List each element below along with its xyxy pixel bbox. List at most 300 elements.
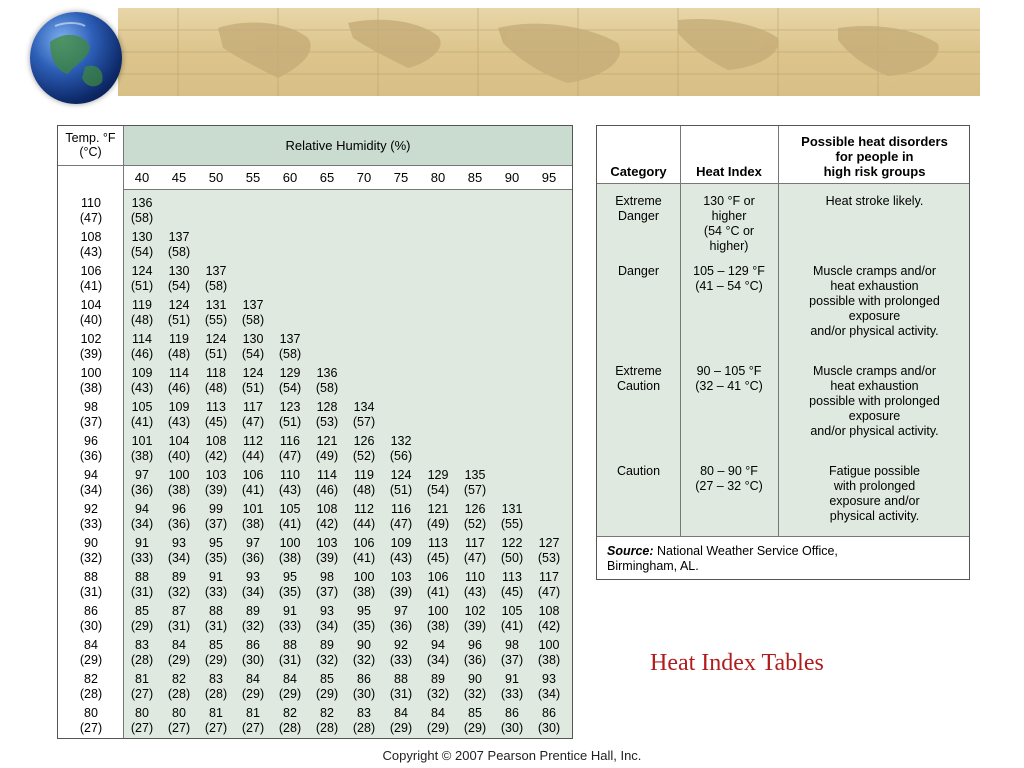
heat-index-c: (51): [204, 347, 228, 361]
heat-index-f: 88: [135, 570, 149, 584]
category-cell: [597, 364, 680, 394]
temp-c: (39): [79, 347, 103, 361]
heat-index-f: 136: [131, 196, 153, 210]
heat-index-cell: [421, 468, 455, 498]
heat-index-f: 86: [357, 672, 371, 686]
heat-index-range-cell-line: (27 – 32 °C): [695, 479, 763, 493]
humidity-value: 60: [282, 170, 298, 185]
copyright-text: Copyright © 2007 Pearson Prentice Hall, Inc.: [382, 748, 642, 763]
heat-index-c: (48): [167, 347, 191, 361]
heat-index-c: (27): [130, 687, 154, 701]
humidity-value: 65: [319, 170, 335, 185]
disorders-header-line: for people in: [835, 149, 914, 164]
heat-index-cell: [421, 706, 455, 736]
heat-index-f: 106: [353, 536, 375, 550]
heat-index-cell: [273, 604, 307, 634]
heat-index-f: 89: [246, 604, 260, 618]
heat-index-f: 134: [353, 400, 375, 414]
disorders-table-header: [597, 126, 969, 184]
heat-index-c: (37): [315, 585, 339, 599]
heat-index-cell: [495, 638, 529, 668]
heat-index-c: (31): [167, 619, 191, 633]
heat-index-f: 131: [205, 298, 227, 312]
heat-index-c: (42): [537, 619, 561, 633]
heat-index-c: (48): [204, 381, 228, 395]
heat-index-f: 137: [168, 230, 190, 244]
heat-index-f: 112: [243, 434, 263, 448]
heat-index-c: (45): [500, 585, 524, 599]
page-title: Heat Index Tables: [650, 650, 824, 676]
heat-index-cell: [532, 672, 566, 702]
heat-index-c: (35): [278, 585, 302, 599]
heat-index-cell: [458, 536, 492, 566]
heat-index-c: (30): [500, 721, 524, 735]
heat-index-cell: [458, 570, 492, 600]
temp-c: (40): [79, 313, 103, 327]
heat-index-cell: [310, 570, 344, 600]
heat-index-c: (49): [426, 517, 450, 531]
heat-index-cell: [347, 706, 381, 736]
heat-index-c: (54): [241, 347, 265, 361]
heat-index-cell: [125, 400, 159, 430]
temp-c: (41): [79, 279, 103, 293]
heat-index-f: 80: [135, 706, 149, 720]
temperature-cell: [58, 400, 124, 430]
heat-index-c: (41): [278, 517, 302, 531]
disorders-cell: [778, 464, 971, 524]
heat-index-c: (28): [352, 721, 376, 735]
heat-index-f: 85: [209, 638, 223, 652]
source-note: [597, 536, 969, 579]
heat-index-cell: [384, 570, 418, 600]
heat-index-cell: [199, 536, 233, 566]
heat-index-f: 119: [132, 298, 152, 312]
heat-index-f: 114: [317, 468, 337, 482]
heat-index-c: (38): [167, 483, 191, 497]
heat-index-c: (41): [426, 585, 450, 599]
temp-f: 110: [81, 196, 101, 210]
heat-index-f: 85: [468, 706, 482, 720]
heat-index-f: 117: [243, 400, 263, 414]
heat-index-f: 123: [279, 400, 301, 414]
heat-index-f: 94: [135, 502, 149, 516]
heat-index-cell: [199, 264, 233, 294]
disorders-cell-line: Heat stroke likely.: [825, 194, 924, 208]
heat-index-c: (29): [426, 721, 450, 735]
heat-index-cell: [310, 400, 344, 430]
heat-index-f: 85: [135, 604, 149, 618]
heat-index-cell: [532, 536, 566, 566]
heat-index-c: (47): [278, 449, 302, 463]
heat-index-f: 99: [209, 502, 223, 516]
heat-index-cell: [162, 468, 196, 498]
disorders-cell-line: and/or physical activity.: [810, 424, 939, 438]
heat-index-c: (33): [278, 619, 302, 633]
humidity-value: 55: [245, 170, 261, 185]
heat-index-f: 135: [464, 468, 486, 482]
world-map-banner: [118, 8, 980, 96]
heat-index-f: 100: [427, 604, 449, 618]
disorders-cell-line: Muscle cramps and/or: [813, 364, 936, 378]
temp-c: (30): [79, 619, 103, 633]
heat-index-f: 81: [209, 706, 223, 720]
disorders-cell-line: heat exhaustion: [830, 279, 919, 293]
temp-c: (43): [79, 245, 103, 259]
temp-header-line1: Temp. °F: [65, 131, 116, 145]
heat-index-f: 82: [283, 706, 297, 720]
heat-index-cell: [125, 672, 159, 702]
temperature-cell: [58, 536, 124, 566]
heat-index-f: 98: [320, 570, 334, 584]
heat-index-f: 88: [394, 672, 408, 686]
heat-index-c: (47): [537, 585, 561, 599]
heat-index-c: (51): [389, 483, 413, 497]
heat-index-cell: [421, 672, 455, 702]
heat-index-cell: [273, 468, 307, 498]
disorders-cell-line: heat exhaustion: [830, 379, 919, 393]
heat-index-c: (57): [463, 483, 487, 497]
heat-index-f: 92: [394, 638, 408, 652]
heat-index-range-cell-line: (32 – 41 °C): [695, 379, 763, 393]
heat-index-cell: [495, 706, 529, 736]
heat-index-c: (30): [241, 653, 265, 667]
heat-index-f: 82: [320, 706, 334, 720]
heat-index-cell: [199, 366, 233, 396]
disorders-cell-line: exposure and/or: [829, 494, 920, 508]
heat-index-c: (47): [389, 517, 413, 531]
heat-index-cell: [347, 638, 381, 668]
heat-index-f: 124: [168, 298, 190, 312]
heat-index-c: (32): [315, 653, 339, 667]
heat-index-c: (42): [315, 517, 339, 531]
temp-f: 80: [84, 706, 98, 720]
heat-index-cell: [310, 706, 344, 736]
heat-index-f: 86: [505, 706, 519, 720]
heat-index-c: (45): [426, 551, 450, 565]
heat-index-c: (50): [500, 551, 524, 565]
humidity-value: 95: [541, 170, 557, 185]
temp-f: 102: [80, 332, 102, 346]
humidity-values-row: [124, 166, 572, 190]
heat-index-f: 110: [280, 468, 300, 482]
temperature-cell: [58, 604, 124, 634]
heat-index-f: 102: [464, 604, 486, 618]
heat-index-cell: [162, 230, 196, 260]
heat-index-f: 93: [246, 570, 260, 584]
heat-index-cell: [125, 196, 159, 226]
heat-index-f: 97: [135, 468, 149, 482]
heat-index-f: 83: [209, 672, 223, 686]
heat-index-cell: [458, 706, 492, 736]
heat-index-cell: [495, 502, 529, 532]
heat-index-c: (56): [389, 449, 413, 463]
heat-index-cell: [273, 536, 307, 566]
heat-index-c: (58): [315, 381, 339, 395]
heat-index-c: (28): [315, 721, 339, 735]
heat-index-cell: [125, 230, 159, 260]
heat-index-cell: [495, 604, 529, 634]
heat-index-f: 124: [390, 468, 412, 482]
humidity-value: 90: [504, 170, 520, 185]
heat-index-c: (44): [241, 449, 265, 463]
heat-index-c: (58): [167, 245, 191, 259]
heat-index-cell: [236, 366, 270, 396]
disorders-cell-line: with prolonged: [833, 479, 916, 493]
heat-index-f: 113: [502, 570, 522, 584]
heat-index-f: 100: [168, 468, 190, 482]
heat-index-cell: [199, 638, 233, 668]
category-cell-line: Danger: [618, 209, 659, 223]
heat-index-c: (43): [130, 381, 154, 395]
heat-index-cell: [162, 264, 196, 294]
heat-index-f: 105: [279, 502, 301, 516]
heat-index-f: 91: [209, 570, 223, 584]
heat-index-c: (46): [130, 347, 154, 361]
heat-index-f: 81: [246, 706, 260, 720]
temp-c: (36): [79, 449, 103, 463]
heat-index-cell: [458, 502, 492, 532]
heat-index-cell: [236, 706, 270, 736]
temperature-cell: [58, 264, 124, 294]
heat-index-c: (34): [426, 653, 450, 667]
heat-index-c: (41): [352, 551, 376, 565]
heat-index-cell: [273, 638, 307, 668]
heat-index-f: 131: [501, 502, 523, 516]
disorders-cell-line: Muscle cramps and/or: [813, 264, 936, 278]
heat-index-cell: [236, 468, 270, 498]
disorders-cell-line: exposure: [848, 309, 901, 323]
heat-index-f: 97: [246, 536, 260, 550]
heat-index-f: 106: [242, 468, 264, 482]
heat-index-lookup-table: [57, 125, 573, 739]
heat-index-c: (40): [167, 449, 191, 463]
heat-index-range-cell-line: higher): [709, 239, 749, 253]
heat-index-f: 121: [427, 502, 449, 516]
heat-index-cell: [125, 706, 159, 736]
heat-index-c: (30): [352, 687, 376, 701]
heat-index-f: 100: [538, 638, 560, 652]
heat-index-cell: [384, 706, 418, 736]
heat-index-cell: [199, 332, 233, 362]
heat-index-f: 128: [316, 400, 338, 414]
humidity-value: 50: [208, 170, 224, 185]
heat-index-c: (39): [315, 551, 339, 565]
heat-index-cell: [236, 502, 270, 532]
heat-index-c: (41): [241, 483, 265, 497]
heat-index-f: 103: [390, 570, 412, 584]
heat-index-c: (49): [315, 449, 339, 463]
heat-index-cell: [199, 400, 233, 430]
disorders-cell: [778, 364, 971, 439]
heat-index-c: (45): [204, 415, 228, 429]
heat-index-c: (43): [389, 551, 413, 565]
temperature-cell: [58, 672, 124, 702]
heat-index-f: 90: [357, 638, 371, 652]
heat-index-cell: [162, 672, 196, 702]
temp-f: 96: [84, 434, 98, 448]
heat-index-c: (51): [167, 313, 191, 327]
heat-index-f: 129: [427, 468, 449, 482]
heat-index-range-cell: [680, 194, 778, 254]
temp-c: (28): [79, 687, 103, 701]
heat-index-cell: [273, 332, 307, 362]
heat-index-c: (37): [204, 517, 228, 531]
heat-index-f: 104: [168, 434, 190, 448]
temp-c: (38): [79, 381, 103, 395]
heat-index-c: (34): [241, 585, 265, 599]
heat-index-c: (58): [204, 279, 228, 293]
heat-index-f: 108: [538, 604, 560, 618]
heat-index-c: (36): [130, 483, 154, 497]
heat-index-f: 95: [357, 604, 371, 618]
heat-index-cell: [421, 638, 455, 668]
heat-index-c: (34): [167, 551, 191, 565]
heat-index-f: 126: [353, 434, 375, 448]
heat-index-cell: [162, 434, 196, 464]
heat-index-c: (57): [352, 415, 376, 429]
heat-index-c: (38): [278, 551, 302, 565]
heat-index-c: (44): [352, 517, 376, 531]
heat-index-c: (43): [463, 585, 487, 599]
disorders-cell-line: and/or physical activity.: [810, 324, 939, 338]
heat-index-c: (37): [500, 653, 524, 667]
heat-index-cell: [310, 536, 344, 566]
heat-index-cell: [273, 570, 307, 600]
heat-index-cell: [199, 570, 233, 600]
heat-index-f: 91: [283, 604, 297, 618]
heat-index-f: 130: [168, 264, 190, 278]
temp-c: (37): [79, 415, 103, 429]
heat-index-f: 101: [131, 434, 153, 448]
heat-index-c: (42): [204, 449, 228, 463]
heat-index-c: (35): [204, 551, 228, 565]
heat-index-c: (36): [241, 551, 265, 565]
heat-index-cell: [236, 536, 270, 566]
heat-index-cell: [421, 604, 455, 634]
heat-index-cell: [199, 468, 233, 498]
heat-index-f: 124: [242, 366, 264, 380]
heat-index-header: Heat Index: [696, 164, 762, 179]
heat-index-cell: [273, 502, 307, 532]
heat-index-f: 112: [354, 502, 374, 516]
heat-index-cell: [162, 536, 196, 566]
heat-index-f: 114: [132, 332, 152, 346]
heat-index-c: (53): [537, 551, 561, 565]
heat-index-f: 106: [427, 570, 449, 584]
heat-index-c: (29): [278, 687, 302, 701]
heat-index-cell: [125, 434, 159, 464]
heat-index-f: 118: [206, 366, 226, 380]
heat-index-c: (36): [463, 653, 487, 667]
heat-index-cell: [162, 400, 196, 430]
disorders-cell: [778, 264, 971, 339]
heat-index-c: (48): [352, 483, 376, 497]
heat-index-cell: [310, 604, 344, 634]
heat-index-f: 122: [501, 536, 523, 550]
heat-index-cell: [125, 638, 159, 668]
heat-index-range-cell: [680, 464, 778, 494]
heat-index-c: (33): [389, 653, 413, 667]
heat-index-f: 91: [135, 536, 149, 550]
heat-index-f: 130: [131, 230, 153, 244]
heat-index-f: 103: [316, 536, 338, 550]
temp-f: 86: [84, 604, 98, 618]
heat-index-c: (29): [241, 687, 265, 701]
heat-index-range-cell-line: 130 °F or: [703, 194, 755, 208]
heat-index-cell: [384, 434, 418, 464]
temperature-cell: [58, 332, 124, 362]
category-cell-line: Caution: [616, 464, 661, 478]
heat-index-f: 113: [206, 400, 226, 414]
temp-c: (47): [79, 211, 103, 225]
heat-index-c: (51): [278, 415, 302, 429]
temperature-cell: [58, 468, 124, 498]
heat-index-c: (33): [500, 687, 524, 701]
disorders-cell-line: exposure: [848, 409, 901, 423]
heat-index-cell: [125, 570, 159, 600]
temp-c: (31): [79, 585, 103, 599]
heat-index-cell: [125, 502, 159, 532]
heat-index-c: (58): [278, 347, 302, 361]
heat-index-range-cell-line: 80 – 90 °F: [700, 464, 758, 478]
heat-index-cell: [236, 638, 270, 668]
heat-index-cell: [310, 638, 344, 668]
heat-index-f: 114: [169, 366, 189, 380]
heat-index-cell: [273, 434, 307, 464]
heat-index-cell: [273, 672, 307, 702]
heat-index-c: (35): [352, 619, 376, 633]
heat-index-c: (47): [241, 415, 265, 429]
disorders-cell-line: Fatigue possible: [828, 464, 921, 478]
heat-index-c: (54): [278, 381, 302, 395]
heat-index-f: 86: [246, 638, 260, 652]
heat-index-cell: [532, 604, 566, 634]
temp-f: 90: [84, 536, 98, 550]
heat-disorders-table: [596, 125, 970, 580]
heat-index-c: (29): [463, 721, 487, 735]
temp-header-line2: (°C): [79, 145, 102, 159]
heat-index-cell: [236, 434, 270, 464]
heat-index-range-cell: [680, 264, 778, 294]
category-cell-line: Extreme: [615, 194, 662, 208]
heat-index-cell: [236, 672, 270, 702]
heat-index-c: (32): [426, 687, 450, 701]
heat-index-f: 130: [242, 332, 264, 346]
heat-index-c: (31): [278, 653, 302, 667]
heat-index-cell: [495, 536, 529, 566]
heat-index-range-cell-line: 105 – 129 °F: [693, 264, 765, 278]
heat-index-cell: [495, 570, 529, 600]
heat-index-cell: [199, 604, 233, 634]
heat-index-c: (33): [130, 551, 154, 565]
disorders-header: [778, 134, 971, 179]
heat-index-cell: [347, 604, 381, 634]
heat-index-cell: [347, 434, 381, 464]
heat-index-cell: [384, 638, 418, 668]
temp-f: 88: [84, 570, 98, 584]
heat-index-cell: [310, 502, 344, 532]
heat-index-f: 97: [394, 604, 408, 618]
heat-index-cell: [347, 502, 381, 532]
temperature-cell: [58, 366, 124, 396]
heat-index-c: (51): [130, 279, 154, 293]
temperature-cell: [58, 230, 124, 260]
heat-index-cell: [421, 570, 455, 600]
heat-index-c: (36): [389, 619, 413, 633]
heat-index-c: (34): [315, 619, 339, 633]
heat-index-f: 108: [205, 434, 227, 448]
source-text-line2: Birmingham, AL.: [607, 559, 699, 573]
